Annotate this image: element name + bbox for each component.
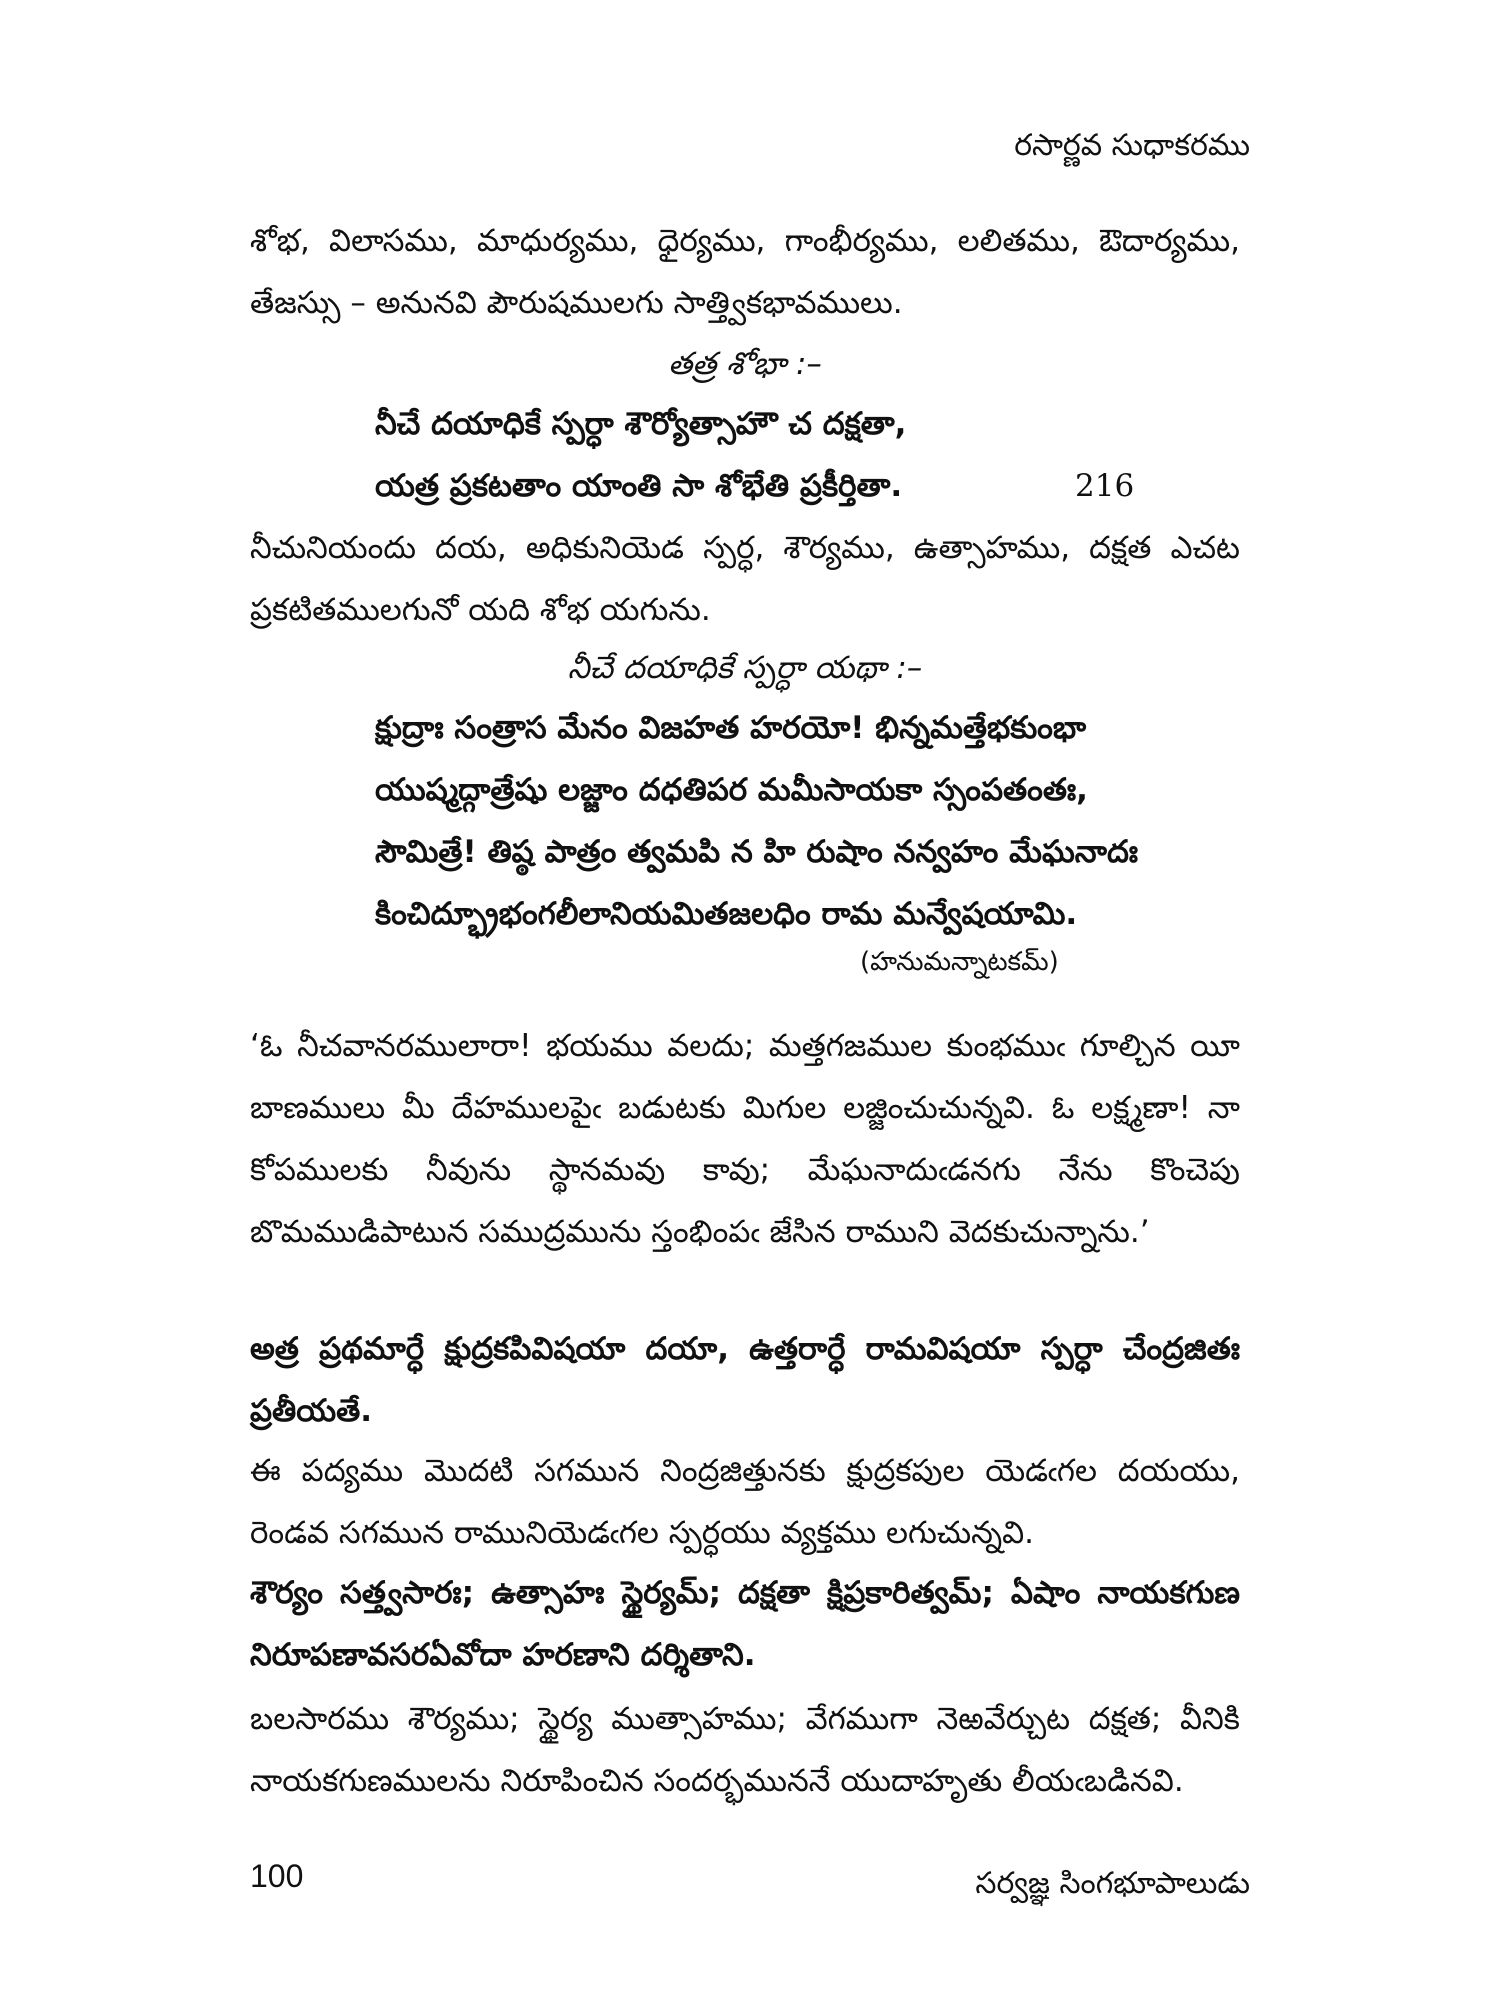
running-footer-author: సర్వజ్ఞ సింగభూపాలుడు xyxy=(975,1866,1250,1901)
commentary-telugu-1: ఈ పద్యము మొదటి సగమున నింద్రజిత్తునకు క్షుద్రకపుల యెడఁగల దయయు, రెండవ సగమున రామునియెడఁగల స్పర్ధయు వ్యక్తము లగుచున్నవి. xyxy=(250,1453,1240,1551)
verse-line: నీచే దయాధికే స్పర్ధా శౌర్యోత్సాహౌ చ దక్షతా, xyxy=(375,406,907,442)
running-header: రసార్ణవ సుధాకరము xyxy=(1014,128,1250,163)
verse-line: క్షుద్రాః సంత్రాస మేనం విజహత హరయో! భిన్నమత్తేభకుంభా xyxy=(375,710,1087,746)
verse-source-citation: (హనుమన్నాటకమ్) xyxy=(860,947,1059,977)
verse-line: యత్ర ప్రకటతాం యాంతి సా శోభేతి ప్రకీర్తితా. xyxy=(375,468,903,504)
intro-paragraph: శోభ, విలాసము, మాధుర్యము, ధైర్యము, గాంభీర్యము, లలితము, ఔదార్యము, తేజస్సు – అనునవి పౌరుషములగు సాత్త్వికభావములు. xyxy=(250,223,1240,321)
commentary-sanskrit-1: అత్ర ప్రథమార్ధే క్షుద్రకపివిషయా దయా, ఉత్తరార్ధే రామవిషయా స్పర్ధా చేంద్రజితః ప్రతీయతే. xyxy=(250,1331,1240,1429)
page-number: 100 xyxy=(250,1858,304,1894)
verse-line: సౌమిత్రే! తిష్ఠ పాత్రం త్వమపి న హి రుషాం నన్వహం మేఘనాదః xyxy=(375,834,1139,870)
verse-line: యుష్మద్గాత్రేషు లజ్జాం దధతిపర మమీసాయకా స్సంపతంతః, xyxy=(375,772,1088,808)
example-sanskrit-verse xyxy=(375,697,1255,945)
section-heading-example: నీచే దయాధికే స్పర్ధా యథా :– xyxy=(567,650,923,686)
translation-paragraph: ‘ఓ నీచవానరములారా! భయము వలదు; మత్తగజముల కుంభముఁ గూల్చిన యీ బాణములు మీ దేహములపైఁ బడుటకు మిగుల లజ్జించుచున్నవి. ఓ లక్ష్మణా! నా కోపములకు నీవును స్థానమవు కావు; మేఘనాదుఁడనగు నేను కొంచెపు బొమముడిపాటున సముద్రమును స్తంభింపఁ జేసిన రాముని వెదకుచున్నాను.’ xyxy=(250,1028,1240,1250)
section-heading-shobha: తత్ర శోభా :– xyxy=(668,346,822,382)
verse-line: కించిద్భ్రూభంగలీలానియమితజలధిం రామ మన్వేషయామి. xyxy=(375,896,1078,932)
verse-meaning-paragraph: నీచునియందు దయ, అధికునియెడ స్పర్ధ, శౌర్యము, ఉత్సాహము, దక్షత ఎచట ప్రకటితములగునో యది శోభ యగును. xyxy=(250,530,1240,628)
commentary-sanskrit-2: శౌర్యం సత్త్వసారః; ఉత్సాహః స్థైర్యమ్; దక్షతా క్షిప్రకారిత్వమ్; ఏషాం నాయకగుణ నిరూపణావసరఏవోదా హరణాని దర్శితాని. xyxy=(250,1575,1240,1673)
commentary-telugu-2: బలసారము శౌర్యము; స్థైర్య ముత్సాహము; వేగముగా నెఱవేర్చుట దక్షత; వీనికి నాయకగుణములను నిరూపించిన సందర్భముననే యుదాహృతు లీయఁబడినవి. xyxy=(250,1701,1240,1799)
verse-number: 216 xyxy=(1075,468,1135,504)
